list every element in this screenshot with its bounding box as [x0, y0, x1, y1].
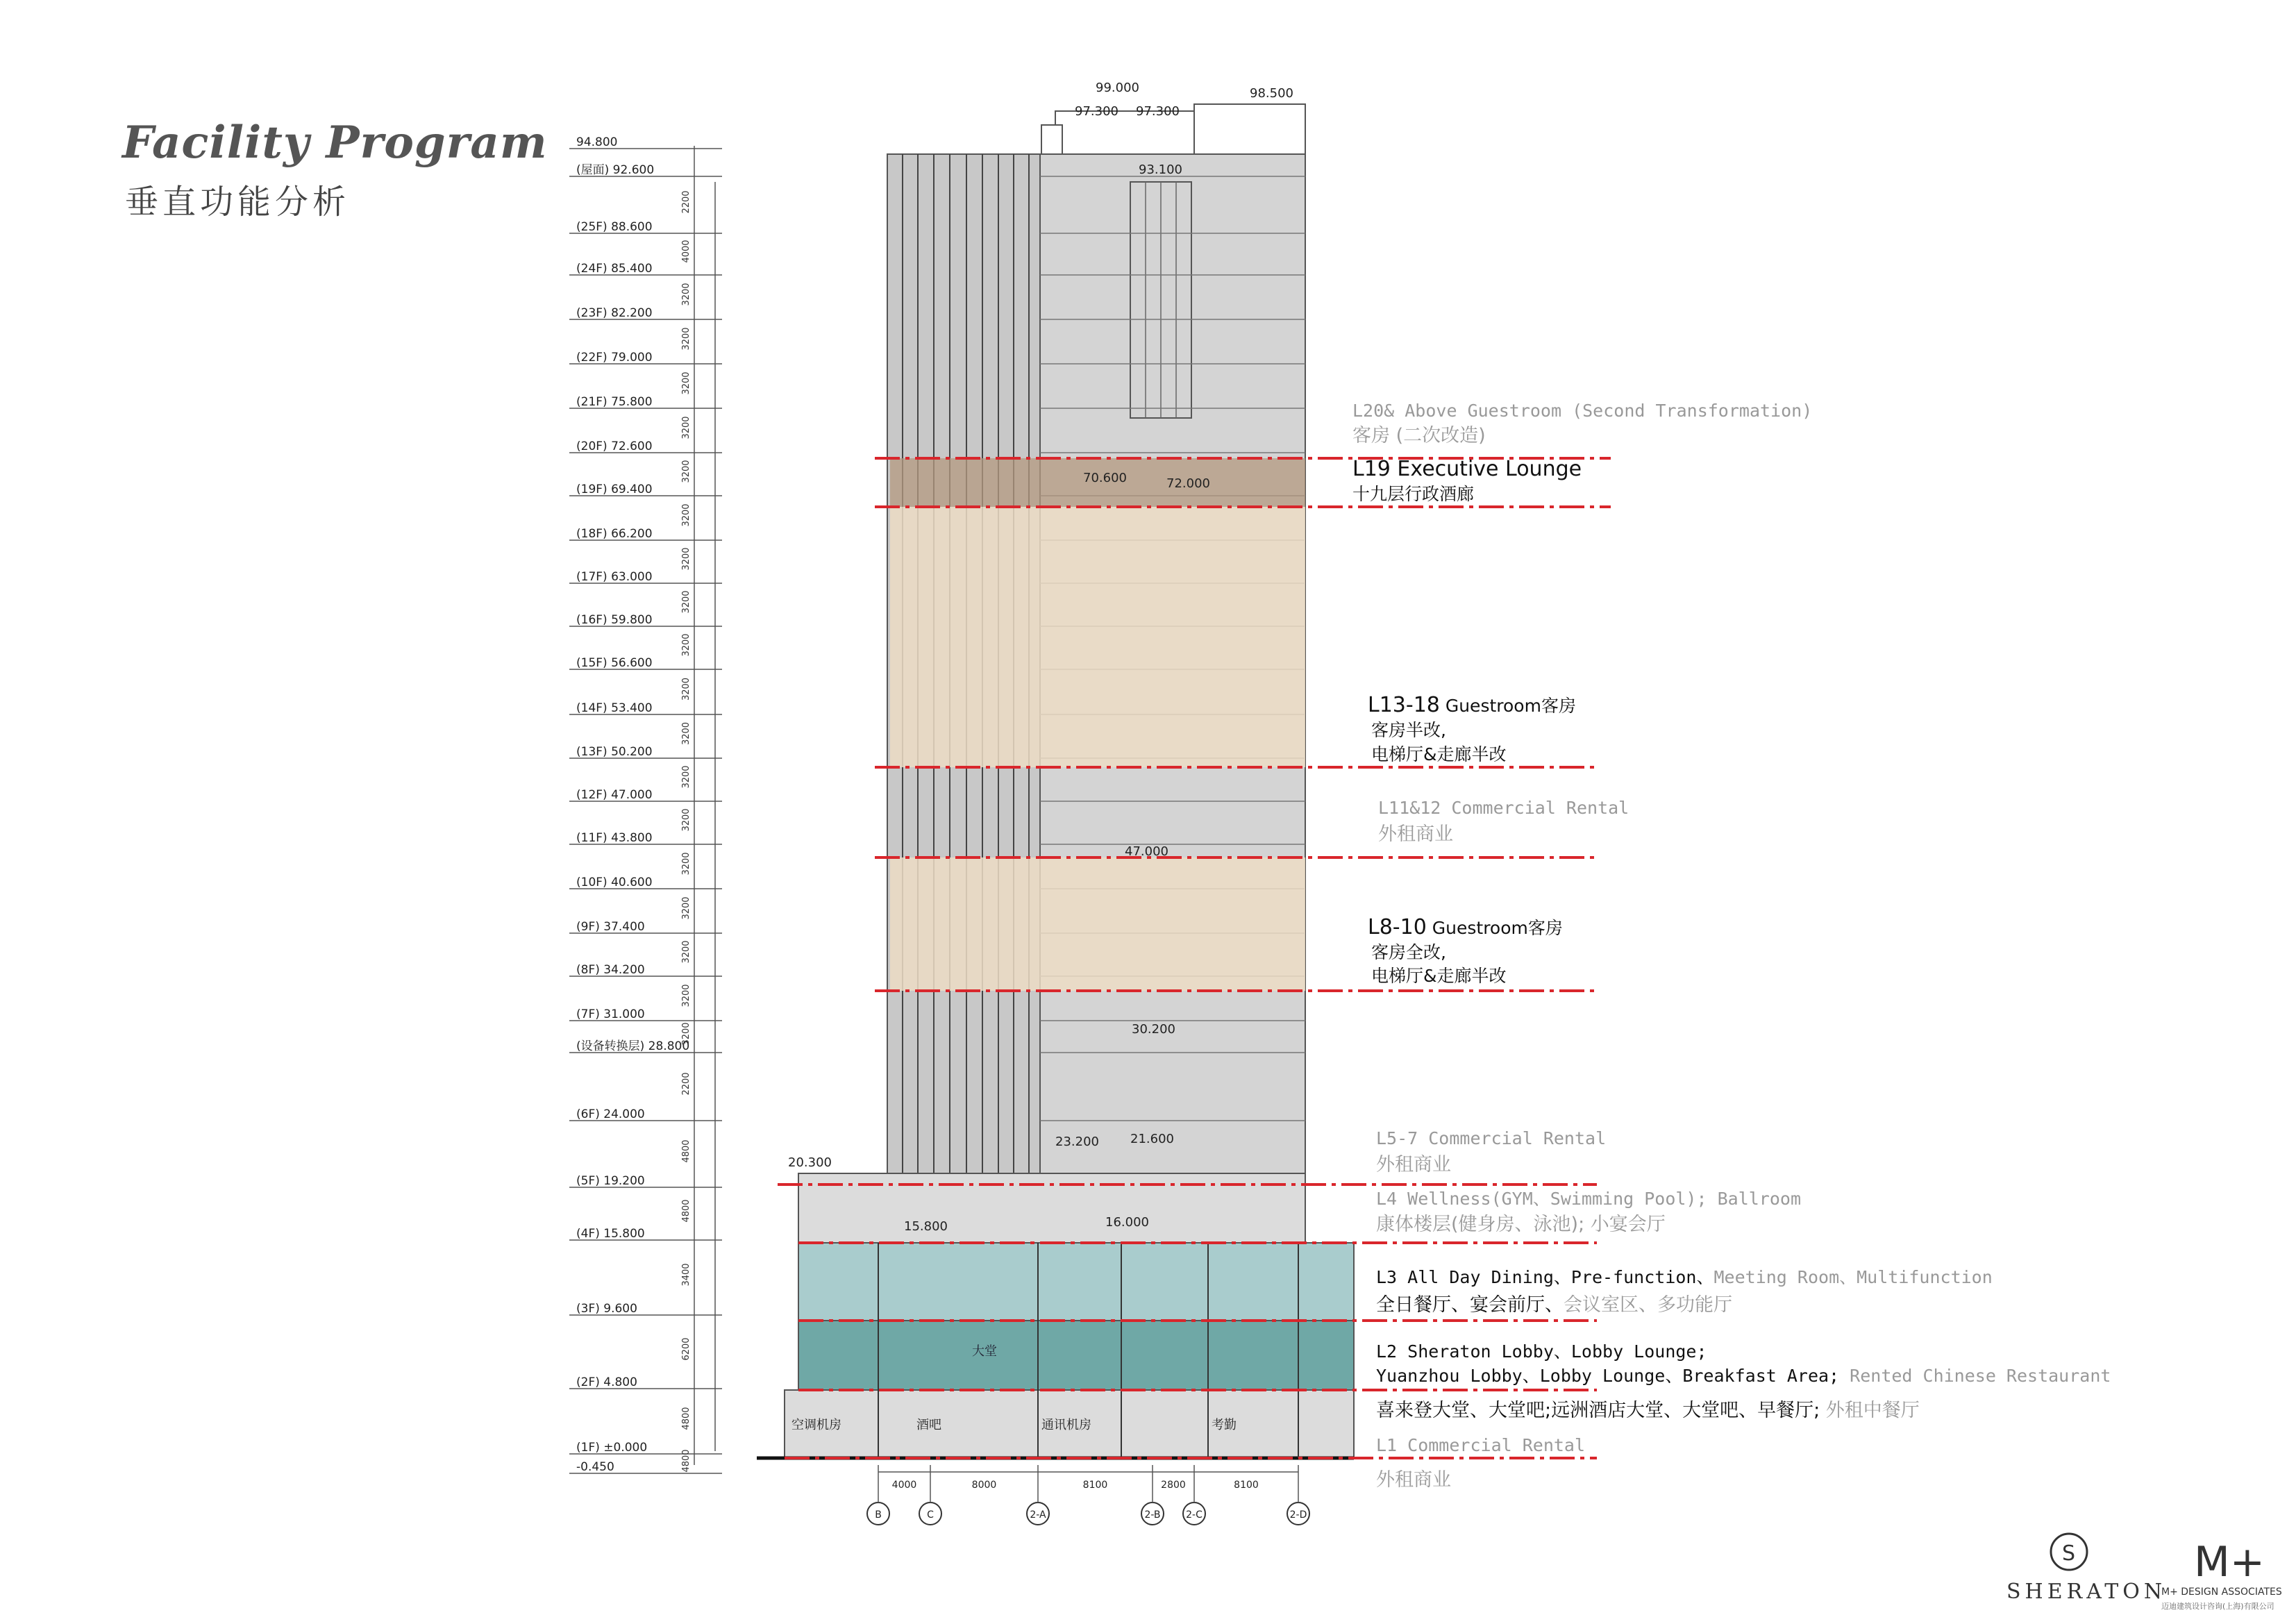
annotation-l1: [1376, 1435, 1585, 1491]
level-label: -0.450: [576, 1460, 614, 1474]
spacing-label: 3200: [681, 1022, 692, 1046]
spacing-label: 3200: [681, 590, 692, 614]
level-label: 94.800: [576, 135, 618, 149]
grid-dim-label: 4000: [891, 1480, 917, 1491]
level-label: (4F) 15.800: [576, 1227, 645, 1241]
spacing-label: 3200: [681, 765, 692, 789]
spacing-label: 3200: [681, 984, 692, 1007]
annotation-l13-18: [1368, 693, 1576, 764]
svg-text:喜来登大堂、大堂吧;远洲酒店大堂、大堂吧、早餐厅; 外租中餐: 喜来登大堂、大堂吧;远洲酒店大堂、大堂吧、早餐厅; 外租中餐厅: [1376, 1400, 1920, 1421]
spacing-label: 3200: [681, 896, 692, 920]
mark-47: 47.000: [1125, 844, 1168, 859]
grid-axis-label: 2-A: [1030, 1509, 1046, 1521]
spacing-label: 3200: [681, 371, 692, 395]
podium-l2: [798, 1321, 1354, 1390]
spacing-label: 3200: [681, 547, 692, 571]
spacing-label: 2200: [681, 190, 692, 214]
spacing-label: 2200: [681, 1072, 692, 1096]
annotation-l19: [1352, 457, 1582, 504]
mark-20-3: 20.300: [788, 1155, 832, 1170]
level-label: (17F) 63.000: [576, 570, 653, 584]
spacing-label: 3200: [681, 460, 692, 483]
mplus-logo-icon: M+: [2194, 1538, 2265, 1587]
mark-21-6: 21.600: [1130, 1132, 1174, 1146]
spacing-label: 3200: [681, 327, 692, 351]
svg-text:L4 Wellness(GYM、Swimming Pool): L4 Wellness(GYM、Swimming Pool); Ballroom: [1376, 1189, 1801, 1209]
svg-text:L11&12 Commercial Rental: L11&12 Commercial Rental: [1378, 798, 1629, 818]
annotation-l2: [1376, 1341, 2111, 1421]
mark-70-6: 70.600: [1083, 471, 1127, 485]
level-label: (21F) 75.800: [576, 395, 653, 409]
spacing-label: 3200: [681, 283, 692, 306]
annotation-l8-10: [1368, 915, 1563, 986]
level-label: (5F) 19.200: [576, 1174, 645, 1188]
svg-text:S: S: [2062, 1541, 2076, 1566]
design-brand: M+ DESIGN ASSOCIATES: [2161, 1587, 2282, 1598]
svg-text:全日餐厅、宴会前厅、会议室区、多功能厅: 全日餐厅、宴会前厅、会议室区、多功能厅: [1376, 1294, 1732, 1316]
elev-98-5: 98.500: [1250, 86, 1293, 101]
level-label: (3F) 9.600: [576, 1302, 637, 1316]
level-label: (屋面) 92.600: [576, 163, 655, 177]
spacing-label: 4800: [681, 1407, 692, 1430]
level-label: (12F) 47.000: [576, 788, 653, 802]
spacing-label: 3200: [681, 633, 692, 657]
svg-text:十九层行政酒廊: 十九层行政酒廊: [1352, 484, 1475, 504]
mark-23-2: 23.200: [1055, 1135, 1099, 1149]
room-bar: 酒吧: [916, 1418, 941, 1432]
spacing-label: 3200: [681, 416, 692, 440]
annotation-l11-12: [1378, 798, 1629, 845]
annotation-l20: [1352, 401, 1812, 446]
mark-15-8: 15.800: [904, 1219, 948, 1234]
elev-97-3b: 97.300: [1136, 104, 1180, 119]
elev-99: 99.000: [1096, 81, 1139, 95]
level-label: (22F) 79.000: [576, 351, 653, 365]
spacing-label: 4000: [681, 240, 692, 263]
svg-text:康体楼层(健身房、泳池); 小宴会厅: 康体楼层(健身房、泳池); 小宴会厅: [1376, 1214, 1666, 1235]
level-label: (13F) 50.200: [576, 745, 653, 759]
level-label: (14F) 53.400: [576, 701, 653, 715]
grid-dim-label: 2800: [1161, 1480, 1186, 1491]
page-subtitle: 垂直功能分析: [125, 183, 351, 221]
svg-text:L20& Above Guestroom (Second T: L20& Above Guestroom (Second Transformation): [1352, 401, 1813, 421]
elev-93-1: 93.100: [1139, 162, 1182, 177]
level-label: (24F) 85.400: [576, 262, 653, 276]
level-label: (10F) 40.600: [576, 876, 653, 889]
spacing-label: 3200: [681, 808, 692, 832]
level-label: (15F) 56.600: [576, 656, 653, 670]
lobby-label: 大堂: [972, 1344, 997, 1359]
svg-text:客房半改,: 客房半改,: [1371, 720, 1446, 740]
level-label: (25F) 88.600: [576, 220, 653, 234]
level-label: (7F) 31.000: [576, 1007, 645, 1021]
grid-axis-label: B: [875, 1509, 882, 1521]
svg-text:L5-7 Commercial Rental: L5-7 Commercial Rental: [1376, 1128, 1607, 1148]
level-label: (设备转换层) 28.800: [576, 1039, 690, 1053]
svg-text:L1 Commercial Rental: L1 Commercial Rental: [1376, 1435, 1586, 1455]
mark-30-2: 30.200: [1132, 1022, 1175, 1037]
level-label: (18F) 66.200: [576, 527, 653, 541]
level-label: (9F) 37.400: [576, 920, 645, 934]
svg-text:Yuanzhou Lobby、Lobby Lounge、Br: Yuanzhou Lobby、Lobby Lounge、Breakfast Area; Rented Chinese Restaurant: [1376, 1366, 2111, 1386]
annotation-l5-7: [1376, 1128, 1606, 1175]
spacing-label: 4800: [681, 1139, 692, 1163]
level-label: (8F) 34.200: [576, 963, 645, 977]
room-attend: 考勤: [1212, 1418, 1237, 1432]
podium-l3: [798, 1243, 1354, 1321]
spacing-label: 6200: [681, 1337, 692, 1361]
level-label: (11F) 43.800: [576, 831, 653, 845]
spacing-label: 3200: [681, 721, 692, 746]
svg-text:电梯厅&走廊半改: 电梯厅&走廊半改: [1371, 966, 1507, 986]
spacing-label: 3200: [681, 677, 692, 701]
svg-text:L19 Executive Lounge: L19 Executive Lounge: [1352, 457, 1582, 481]
svg-text:客房全改,: 客房全改,: [1371, 942, 1446, 962]
grid-dim-label: 8100: [1082, 1480, 1108, 1491]
level-label: (1F) ±0.000: [576, 1441, 648, 1455]
level-label: (23F) 82.200: [576, 306, 653, 320]
elev-97-3a: 97.300: [1075, 104, 1118, 119]
mark-16: 16.000: [1105, 1215, 1149, 1230]
svg-text:L2 Sheraton Lobby、Lobby Lounge: L2 Sheraton Lobby、Lobby Lounge;: [1376, 1341, 1707, 1362]
annotation-l4: [1376, 1189, 1801, 1235]
spacing-label: 3200: [681, 503, 692, 527]
svg-text:电梯厅&走廊半改: 电梯厅&走廊半改: [1371, 744, 1507, 764]
level-label: (19F) 69.400: [576, 483, 653, 496]
design-brand-cn: 迈迪建筑设计咨询(上海)有限公司: [2161, 1602, 2274, 1611]
grid-dim-label: 8100: [1234, 1480, 1259, 1491]
mark-72: 72.000: [1166, 476, 1210, 491]
svg-text:外租商业: 外租商业: [1376, 1154, 1451, 1175]
level-label: (2F) 4.800: [576, 1375, 637, 1389]
grid-axis-label: 2-B: [1144, 1509, 1161, 1521]
annotation-l3: [1376, 1267, 1993, 1316]
svg-text:客房 (二次改造): 客房 (二次改造): [1352, 425, 1486, 446]
spacing-label: 4800: [681, 1449, 692, 1473]
level-label: (16F) 59.800: [576, 613, 653, 627]
spacing-label: 3200: [681, 852, 692, 876]
spacing-label: 3400: [681, 1263, 692, 1287]
svg-text:外租商业: 外租商业: [1376, 1469, 1451, 1491]
svg-text:外租商业: 外租商业: [1378, 823, 1453, 845]
level-label: (20F) 72.600: [576, 440, 653, 453]
grid-axis-label: 2-C: [1186, 1509, 1203, 1521]
level-label: (6F) 24.000: [576, 1107, 645, 1121]
grid-dim-label: 8000: [971, 1480, 997, 1491]
l8-10-band: [890, 857, 1305, 991]
svg-text:L8-10 Guestroom客房: L8-10 Guestroom客房: [1368, 915, 1563, 939]
svg-text:L13-18 Guestroom客房: L13-18 Guestroom客房: [1368, 693, 1576, 717]
spacing-label: 4800: [681, 1199, 692, 1223]
svg-text:L3 All Day Dining、Pre-function: L3 All Day Dining、Pre-function、Meeting Room、Multifunction: [1376, 1267, 1993, 1287]
sheraton-brand: SHERATON: [2006, 1580, 2167, 1604]
room-comm: 通讯机房: [1041, 1418, 1091, 1432]
grid-axis-label: 2-D: [1289, 1509, 1307, 1521]
l13-18-band: [890, 507, 1305, 767]
page-title: Facility Program: [122, 117, 548, 169]
spacing-label: 3200: [681, 940, 692, 964]
grid-axis-label: C: [927, 1509, 934, 1521]
room-ac: 空调机房: [791, 1418, 841, 1432]
